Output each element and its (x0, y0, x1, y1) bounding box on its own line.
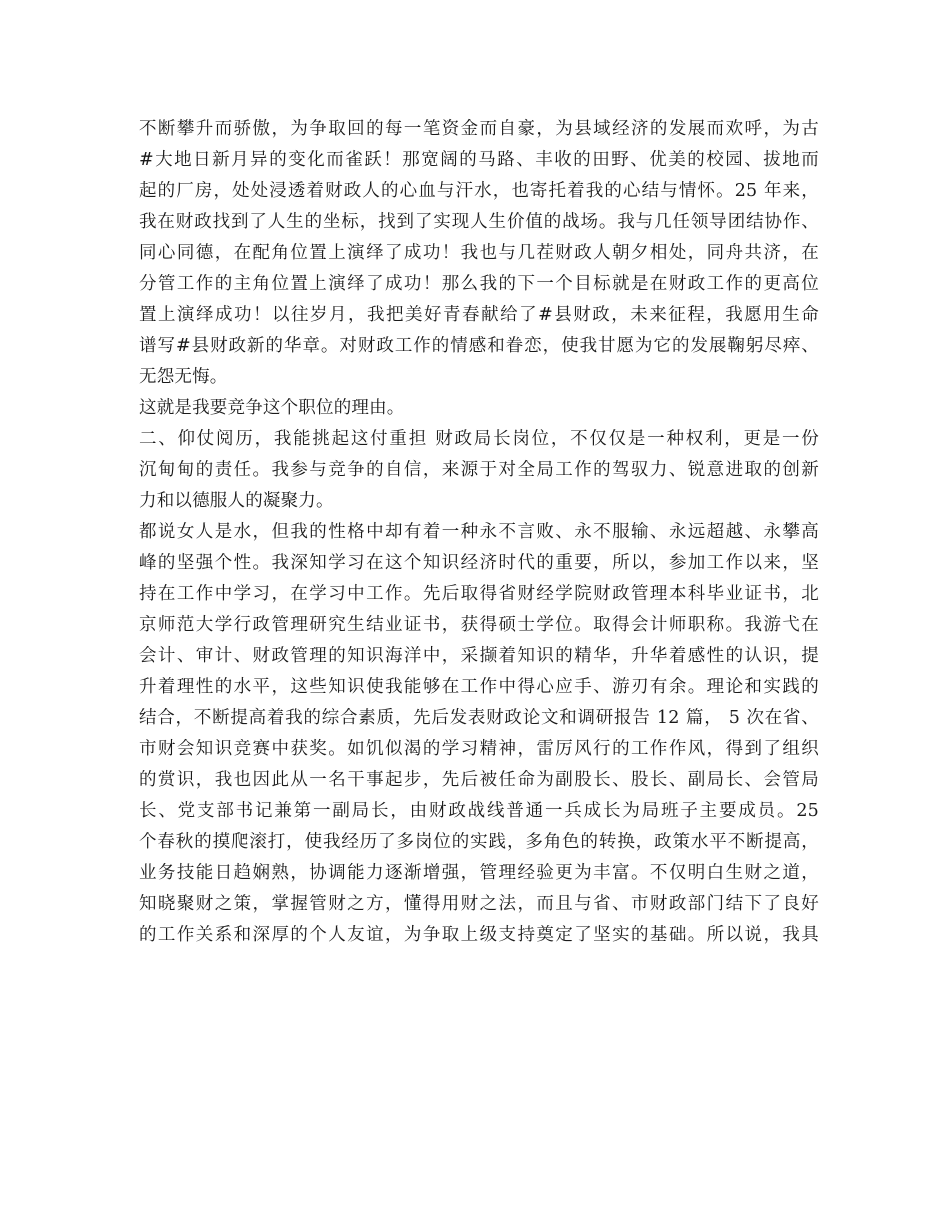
text-line: 升着理性的水平，这些知识使我能够在工作中得心应手、游刃有余。理论和实践的 (139, 677, 819, 697)
text-line: 知晓聚财之策，掌握管财之方，懂得用财之法，而且与省、市财政部门结下了良好 (139, 894, 819, 914)
text-line: 个春秋的摸爬滚打，使我经历了多岗位的实践，多角色的转换，政策水平不断提高， (139, 832, 819, 852)
text-line: 长、党支部书记兼第一副局长，由财政战线普通一兵成长为局班子主要成员。25 (139, 801, 819, 821)
text-line: 二、仰仗阅历，我能挑起这付重担 财政局长岗位，不仅仅是一种权利，更是一份 (139, 429, 819, 449)
text-line: 起的厂房，处处浸透着财政人的心血与汗水，也寄托着我的心结与情怀。25 年来， (139, 181, 819, 201)
text-line: 力和以德服人的凝聚力。 (139, 491, 334, 511)
text-line: 结合，不断提高着我的综合素质，先后发表财政论文和调研报告 12 篇， 5 次在省、 (139, 708, 819, 728)
text-line: 会计、审计、财政管理的知识海洋中，采撷着知识的精华，升华着感性的认识，提 (139, 646, 819, 666)
text-line: 我在财政找到了人生的坐标，找到了实现人生价值的战场。我与几任领导团结协作、 (139, 212, 819, 232)
text-line: 分管工作的主角位置上演绎了成功！那么我的下一个目标就是在财政工作的更高位 (139, 274, 819, 294)
text-line: 都说女人是水，但我的性格中却有着一种永不言败、永不服输、永远超越、永攀高 (139, 522, 819, 542)
text-line: 持在工作中学习，在学习中工作。先后取得省财经学院财政管理本科毕业证书，北 (139, 584, 819, 604)
text-line: 不断攀升而骄傲，为争取回的每一笔资金而自豪，为县域经济的发展而欢呼，为古 (139, 119, 819, 139)
text-line: 业务技能日趋娴熟，协调能力逐渐增强，管理经验更为丰富。不仅明白生财之道， (139, 863, 819, 883)
text-line: 沉甸甸的责任。我参与竞争的自信，来源于对全局工作的驾驭力、锐意进取的创新 (139, 460, 819, 480)
text-line: 置上演绎成功！以往岁月，我把美好青春献给了#县财政，未来征程，我愿用生命 (139, 305, 819, 325)
text-line: 的赏识，我也因此从一名干事起步，先后被任命为副股长、股长、副局长、会管局 (139, 770, 819, 790)
text-line: 京师范大学行政管理研究生结业证书，获得硕士学位。取得会计师职称。我游弋在 (139, 615, 819, 635)
text-line: #大地日新月异的变化而雀跃！那宽阔的马路、丰收的田野、优美的校园、拔地而 (139, 150, 819, 170)
text-line: 市财会知识竞赛中获奖。如饥似渴的学习精神，雷厉风行的工作作风，得到了组织 (139, 739, 819, 759)
text-line: 同心同德，在配角位置上演绎了成功！我也与几茬财政人朝夕相处，同舟共济，在 (139, 243, 819, 263)
body-text (139, 114, 819, 951)
text-line: 这就是我要竞争这个职位的理由。 (139, 398, 405, 418)
text-line: 无怨无悔。 (139, 367, 228, 387)
text-line: 谱写#县财政新的华章。对财政工作的情感和眷恋，使我甘愿为它的发展鞠躬尽瘁、 (139, 336, 819, 356)
text-line: 的工作关系和深厚的个人友谊，为争取上级支持奠定了坚实的基础。所以说，我具 (139, 925, 819, 945)
text-line: 峰的坚强个性。我深知学习在这个知识经济时代的重要，所以，参加工作以来，坚 (139, 553, 819, 573)
